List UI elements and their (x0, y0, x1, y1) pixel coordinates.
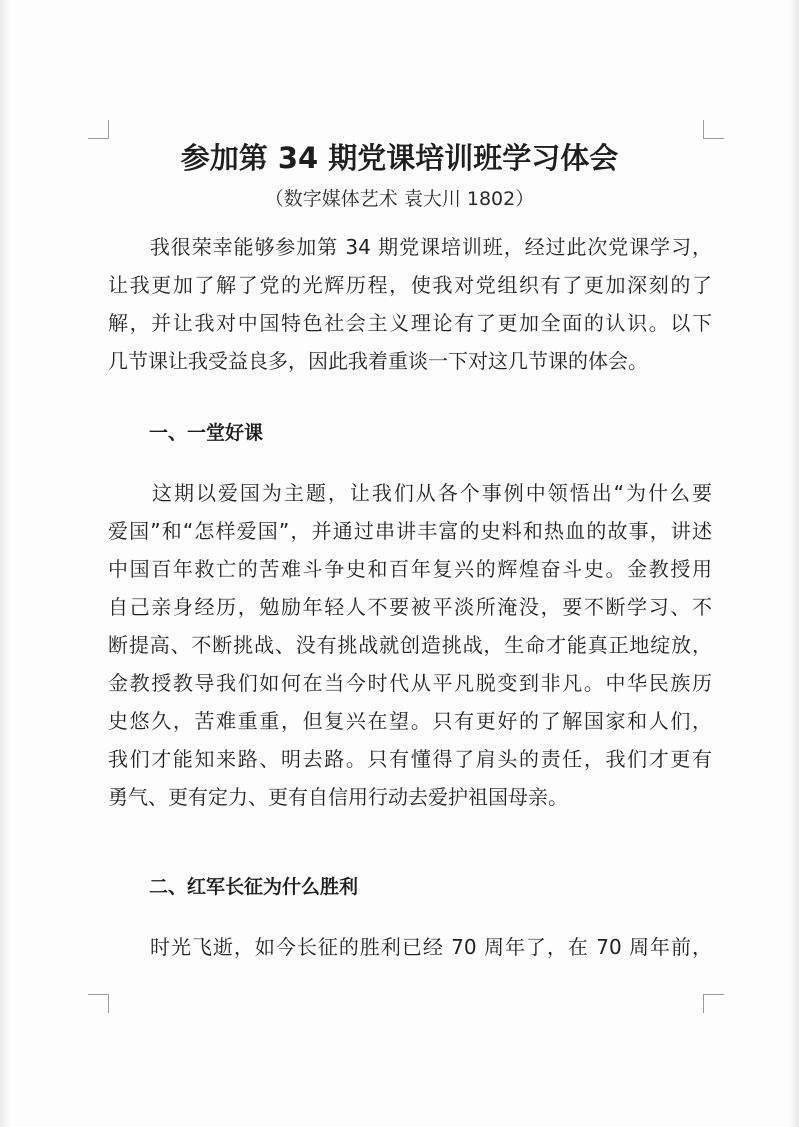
paragraph-line: 勇气、更有定力、更有自信用行动去爱护祖国母亲。 (108, 785, 568, 809)
crop-mark-bottom-left (88, 994, 109, 1013)
document-subtitle: （数字媒体艺术 袁大川 1802） (264, 188, 535, 210)
intro-paragraph (108, 228, 712, 380)
paragraph-line: 爱国”和“怎样爱国”，并通过串讲丰富的史料和热血的故事，讲述 (108, 519, 712, 543)
section-heading-2: 二、红军长征为什么胜利 (149, 876, 359, 898)
document-title: 参加第 34 期党课培训班学习体会 (180, 141, 619, 175)
section-2-paragraph (108, 928, 712, 966)
paragraph-line: 中国百年救亡的苦难斗争史和百年复兴的辉煌奋斗史。金教授用 (108, 557, 712, 581)
paragraph-line: 解，并让我对中国特色社会主义理论有了更加全面的认识。以下 (108, 311, 712, 335)
paragraph-line: 我很荣幸能够参加第 34 期党课培训班，经过此次党课学习， (108, 235, 712, 259)
section-heading-1: 一、一堂好课 (149, 422, 264, 444)
paragraph-line: 时光飞逝，如今长征的胜利已经 70 周年了，在 70 周年前， (108, 935, 712, 959)
paragraph-line: 史悠久，苦难重重，但复兴在望。只有更好的了解国家和人们， (108, 709, 712, 733)
crop-mark-top-right (703, 120, 724, 139)
crop-mark-top-left (88, 120, 109, 139)
paragraph-line: 这期以爱国为主题，让我们从各个事例中领悟出“为什么要 (108, 481, 712, 505)
paragraph-line: 金教授教导我们如何在当今时代从平凡脱变到非凡。中华民族历 (108, 671, 712, 695)
paragraph-line: 我们才能知来路、明去路。只有懂得了肩头的责任，我们才更有 (108, 747, 712, 771)
paragraph-line: 几节课让我受益良多，因此我着重谈一下对这几节课的体会。 (108, 349, 648, 373)
section-1-paragraph (108, 474, 712, 816)
crop-mark-bottom-right (703, 994, 724, 1013)
paragraph-line: 断提高、不断挑战、没有挑战就创造挑战，生命才能真正地绽放， (108, 633, 712, 657)
paragraph-line: 让我更加了解了党的光辉历程，使我对党组织有了更加深刻的了 (108, 273, 712, 297)
paragraph-line: 自己亲身经历，勉励年轻人不要被平淡所淹没，要不断学习、不 (108, 595, 712, 619)
